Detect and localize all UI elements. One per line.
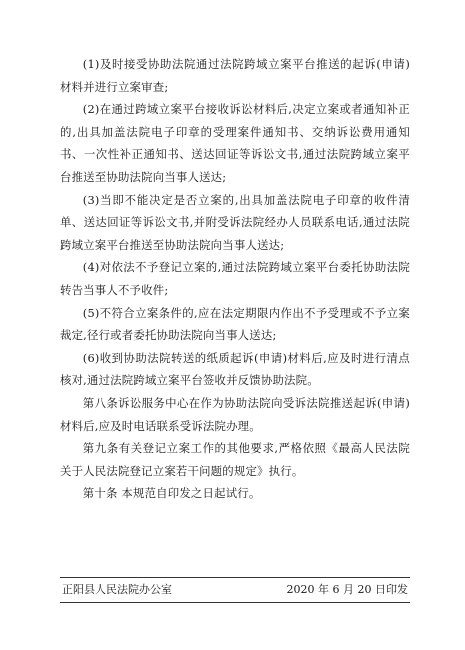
article-9: 第九条有关登记立案工作的其他要求,严格依照《最高人民法院关于人民法院登记立案若干问题的规定》执行。 — [60, 441, 410, 478]
footer-issuer: 正阳县人民法院办公室 — [62, 583, 172, 596]
paragraph-item-6: (6)收到协助法院转送的纸质起诉(申请)材料后,应及时进行清点核对,通过法院跨域立案平台签收并反馈协助法院。 — [60, 350, 410, 388]
article-10: 第十条 本规范自印发之日起试行。 — [82, 486, 261, 501]
paragraph-item-5: (5)不符合立案条件的,应在法定期限内作出不予受理或不予立案裁定,径行或者委托协助法院向当事人送达; — [60, 305, 410, 343]
footer-bottom-rule — [60, 602, 410, 603]
paragraph-item-3: (3)当即不能决定是否立案的,出具加盖法院电子印章的收件清单、送达回证等诉讼文书,并附受诉法院经办人员联系电话,通过法院跨域立案平台推送至协助法院向当事人送达; — [60, 192, 410, 252]
paragraph-item-1: (1)及时接受协助法院通过法院跨域立案平台推送的起诉(申请)材料并进行立案审查; — [60, 57, 410, 94]
footer-issue-date: 2020 年 6 月 20 日印发 — [286, 583, 408, 596]
document-body — [60, 53, 410, 505]
paragraph-item-2: (2)在通过跨域立案平台接收诉讼材料后,决定立案或者通知补正的,出具加盖法院电子印章的受理案件通知书、交纳诉讼费用通知书、一次性补正通知书、送达回证等诉讼文书,通过法院跨域立案平台推送至协助法院向当事人送达; — [60, 102, 410, 184]
article-8: 第八条诉讼服务中心在作为协助法院向受诉法院推送起诉(申请)材料后,应及时电话联系受诉法院办理。 — [60, 395, 410, 433]
paragraph-item-4: (4)对依法不予登记立案的,通过法院跨域立案平台委托协助法院转告当事人不予收件; — [60, 260, 410, 297]
footer — [62, 582, 408, 598]
footer-top-rule — [60, 577, 410, 578]
